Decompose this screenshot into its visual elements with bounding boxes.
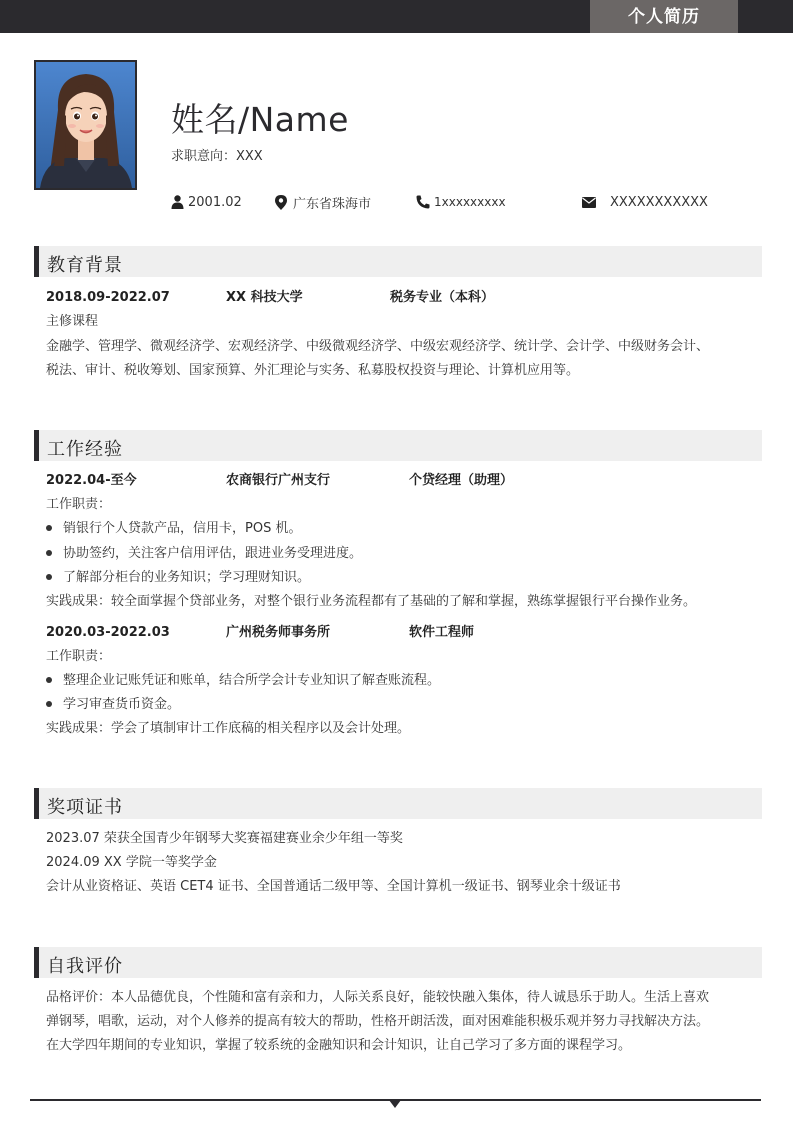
footer-triangle-icon	[389, 1100, 401, 1108]
job-intent: 求职意向：XXX	[171, 149, 263, 164]
job-position: 软件工程师	[409, 625, 475, 640]
section-title: 自我评价	[47, 956, 123, 977]
edu-major: 税务专业（本科）	[390, 290, 495, 305]
edu-period: 2018.09-2022.07	[46, 290, 170, 305]
courses-line: 税法、审计、税收筹划、国家预算、外汇理论与实务、私募股权投资与理论、计算机应用等。	[46, 363, 580, 378]
phone-info	[416, 193, 506, 211]
job-result: 实践成果：较全面掌握个贷部业务，对整个银行业务流程都有了基础的了解和掌握，熟练掌握银行平台操作业务。	[46, 594, 697, 609]
job-period: 2022.04-至今	[46, 473, 137, 488]
self-eval-line: 品格评价：本人品德优良，个性随和富有亲和力，人际关系良好，能较快融入集体，待人诚恳乐于助人。生活上喜欢	[46, 990, 710, 1005]
section-marker	[34, 947, 39, 978]
list-item: 学习审查货币资金。	[46, 696, 180, 714]
award-item: 2024.09 XX 学院一等奖学金	[46, 855, 217, 870]
resume-tag: 个人简历	[590, 0, 738, 33]
location-info	[275, 193, 371, 211]
section-title: 教育背景	[47, 255, 123, 276]
section-marker	[34, 788, 39, 819]
location-pin-icon	[275, 195, 287, 210]
phone-icon	[416, 195, 430, 209]
job-period: 2020.03-2022.03	[46, 625, 170, 640]
email-address: XXXXXXXXXXX	[610, 194, 708, 210]
location-text: 广东省珠海市	[293, 196, 372, 212]
courses-label: 主修课程	[46, 314, 99, 329]
section-title: 工作经验	[47, 439, 123, 460]
section-title: 奖项证书	[47, 797, 123, 818]
list-item: 销银行个人贷款产品，信用卡，POS 机。	[46, 520, 301, 538]
courses-line: 金融学、管理学、微观经济学、宏观经济学、中级微观经济学、中级宏观经济学、统计学、会计学、中级财务会计、	[46, 339, 710, 354]
section-education	[34, 246, 762, 277]
award-item: 会计从业资格证、英语 CET4 证书、全国普通话二级甲等、全国计算机一级证书、钢琴业余十级证书	[46, 879, 621, 894]
envelope-icon	[582, 197, 596, 208]
edu-school: XX 科技大学	[226, 290, 303, 305]
section-marker	[34, 246, 39, 277]
job-company: 广州税务师事务所	[226, 625, 331, 640]
list-item: 协助签约，关注客户信用评估，跟进业务受理进度。	[46, 545, 362, 563]
list-item: 整理企业记账凭证和账单，结合所学会计专业知识了解查账流程。	[46, 672, 440, 690]
list-item: 了解部分柜台的业务知识；学习理财知识。	[46, 569, 310, 587]
phone-number: 1xxxxxxxxx	[434, 195, 506, 209]
section-awards	[34, 788, 762, 819]
duties-label: 工作职责：	[46, 649, 112, 664]
section-self	[34, 947, 762, 978]
birth-date: 2001.02	[188, 194, 242, 210]
email-info	[582, 193, 708, 211]
self-eval-line: 弹钢琴，唱歌，运动，对个人修养的提高有较大的帮助，性格开朗活泼，面对困难能积极乐观并努力寻找解决方法。	[46, 1014, 710, 1029]
job-result: 实践成果：学会了填制审计工作底稿的相关程序以及会计处理。	[46, 721, 411, 736]
top-bar	[0, 0, 793, 33]
job-company: 农商银行广州支行	[226, 473, 331, 488]
section-marker	[34, 430, 39, 461]
self-eval-line: 在大学四年期间的专业知识，掌握了较系统的金融知识和会计知识，让自己学习了多方面的课程学习。	[46, 1038, 632, 1053]
birth-info	[171, 193, 242, 211]
duties-label: 工作职责：	[46, 497, 112, 512]
award-item: 2023.07 荣获全国青少年钢琴大奖赛福建赛业余少年组一等奖	[46, 831, 403, 846]
section-work	[34, 430, 762, 461]
person-icon	[171, 195, 184, 209]
job-position: 个贷经理（助理）	[409, 473, 514, 488]
candidate-name: 姓名/Name	[171, 100, 349, 139]
profile-photo	[34, 60, 137, 190]
